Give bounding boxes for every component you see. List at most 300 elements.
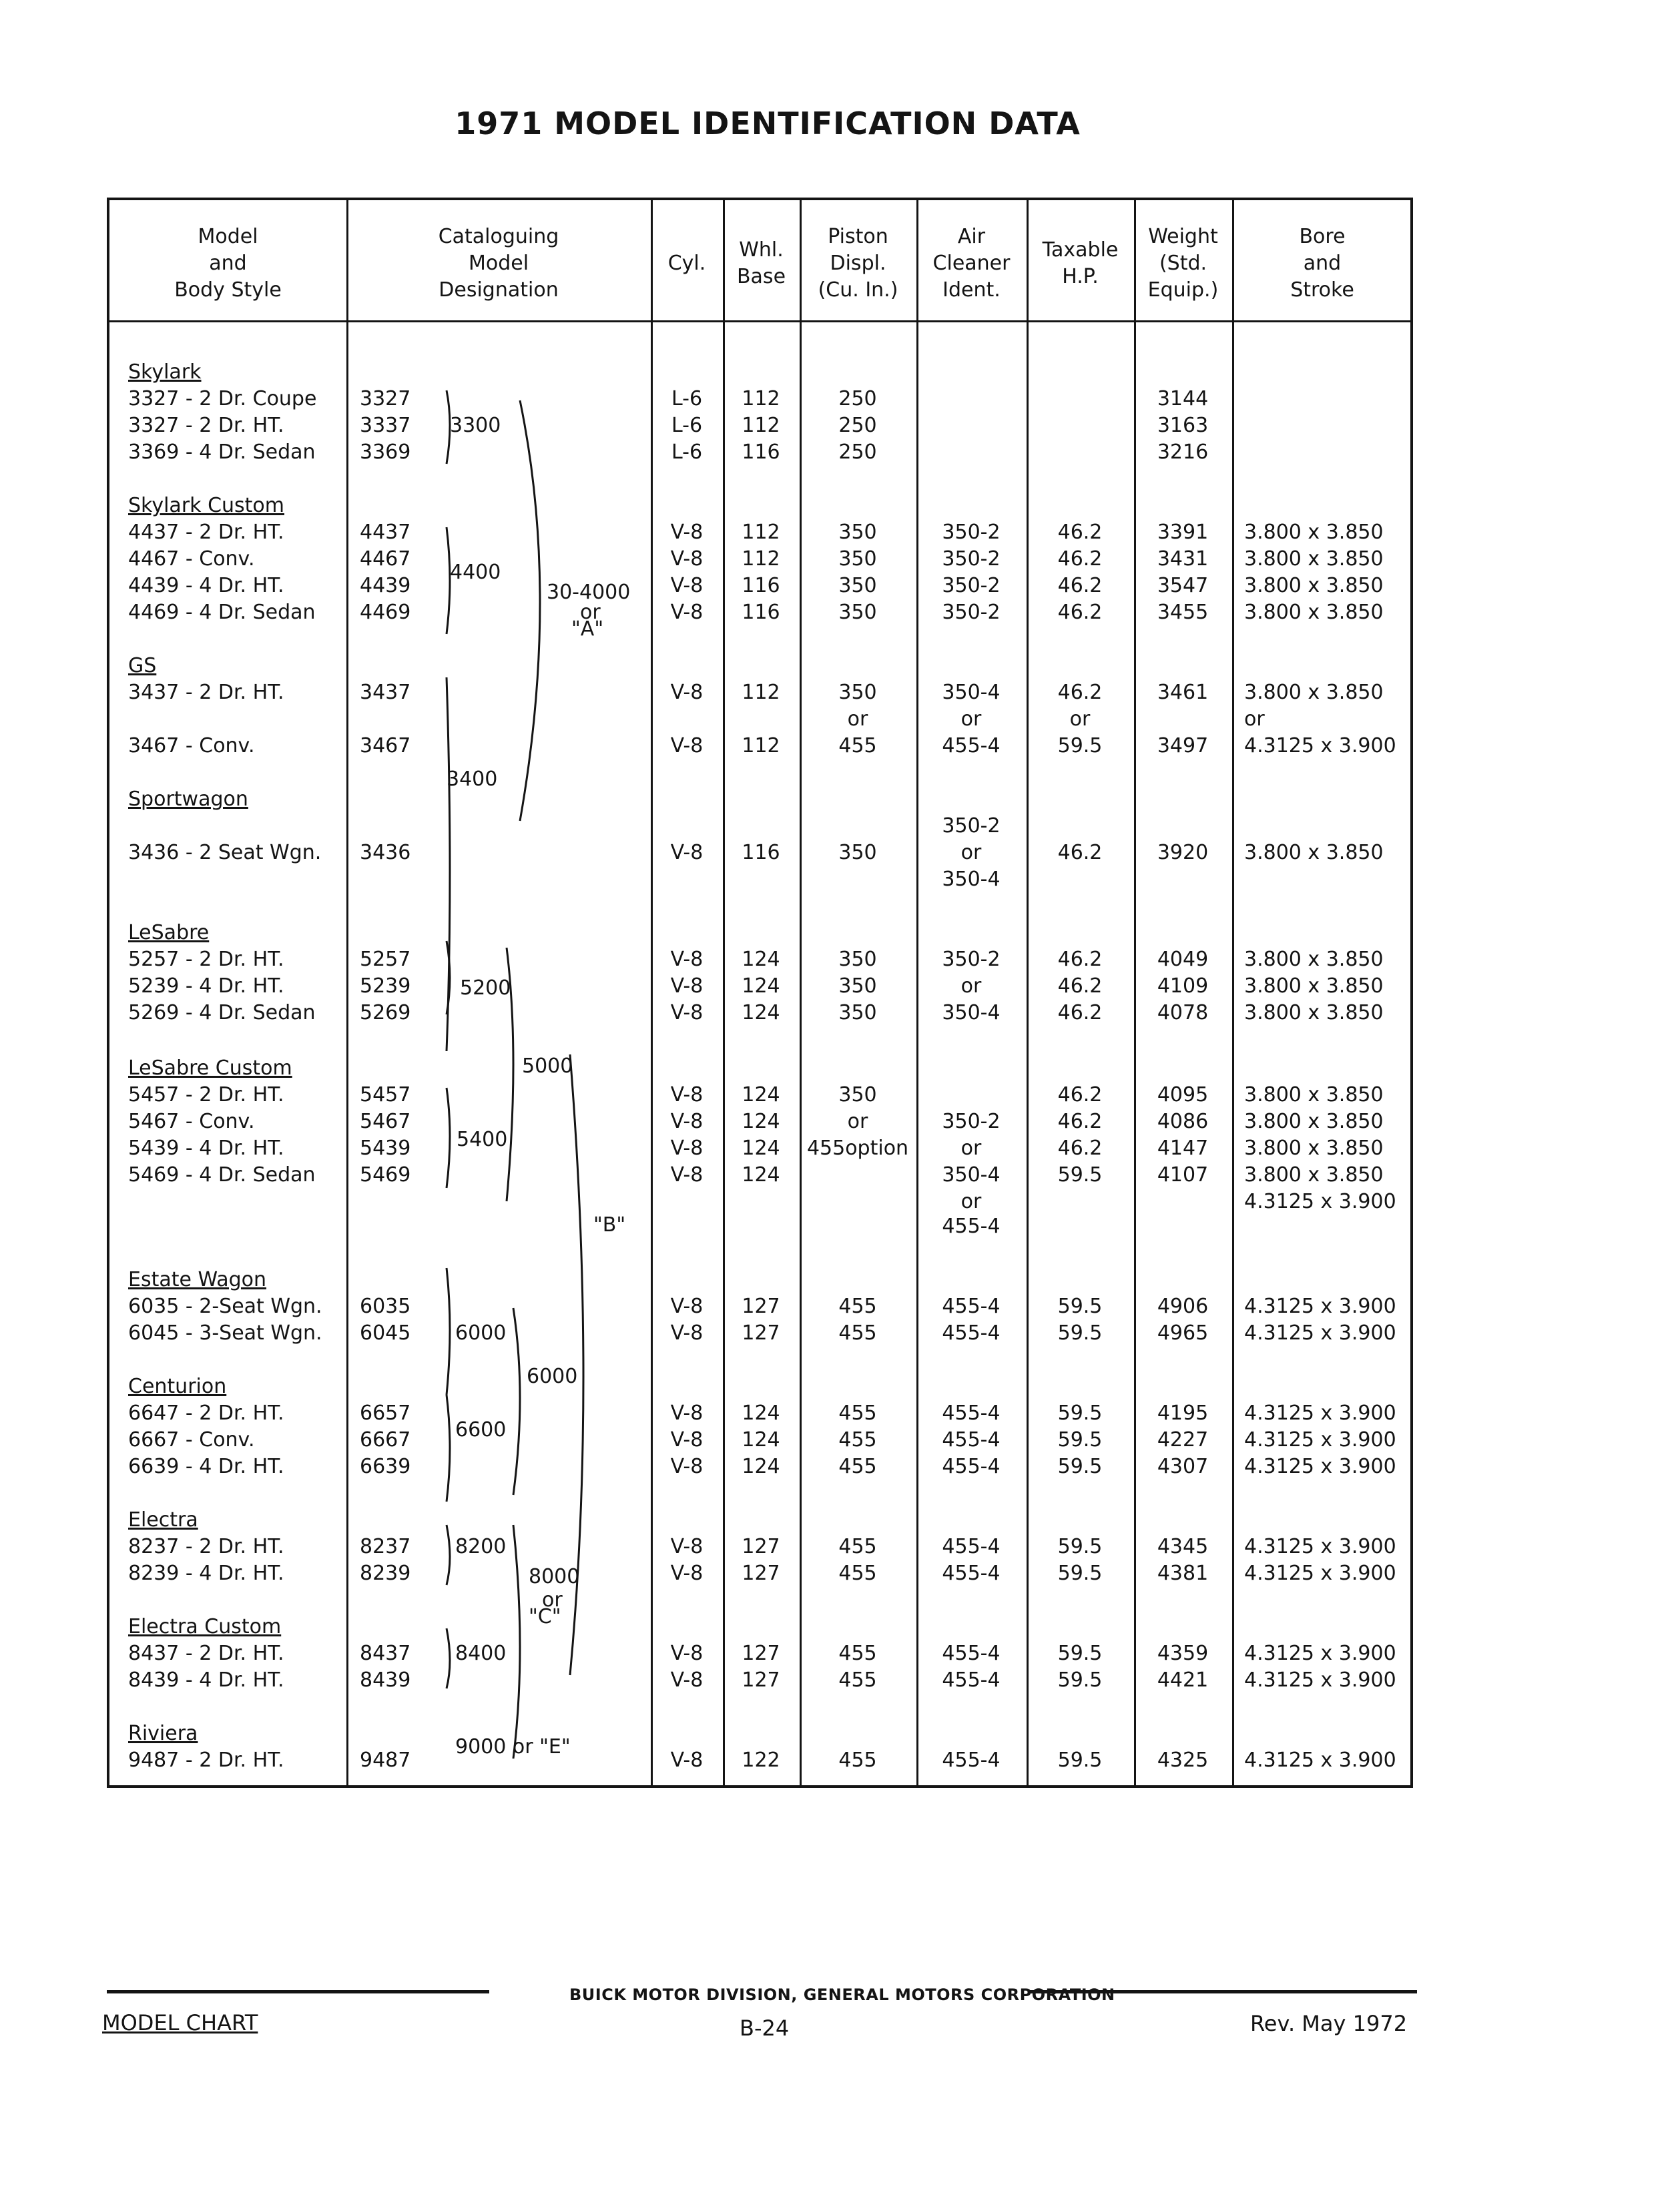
brace-6000-mid (513, 1308, 520, 1495)
cell-hp: 59.5 (1057, 734, 1103, 757)
cell-model: 6639 - 4 Dr. HT. (128, 1455, 284, 1478)
cell-bore: 3.800 x 3.850 (1244, 1001, 1384, 1024)
brace-4400 (447, 527, 450, 634)
cell-wb: 122 (742, 1749, 780, 1772)
cell-cat: 5239 (360, 974, 411, 998)
cell-wb: 124 (742, 1163, 780, 1187)
cell-displ: 250 (838, 387, 877, 410)
header-text: Air (957, 225, 986, 248)
cell-model: 5439 - 4 Dr. HT. (128, 1137, 284, 1160)
group-code: "C" (529, 1605, 561, 1628)
cell-displ: 350 (838, 974, 877, 998)
cell-air: 350-2 (942, 547, 1001, 571)
cell-wt: 4965 (1157, 1321, 1209, 1345)
cell-wt: 3144 (1157, 387, 1209, 410)
group-code: 5000 (522, 1054, 573, 1078)
cell-bore: 3.800 x 3.850 (1244, 1163, 1384, 1187)
cell-cyl: V-8 (670, 841, 704, 864)
cell-wt: 4906 (1157, 1295, 1209, 1318)
group-code: 6000 (455, 1321, 507, 1345)
group-code: 6000 (527, 1365, 578, 1388)
cell-wb: 112 (742, 681, 780, 704)
cell-cyl: V-8 (670, 521, 704, 544)
cell-cat: 5269 (360, 1001, 411, 1024)
cell-bore: 4.3125 x 3.900 (1244, 1562, 1396, 1585)
header-text: Cleaner (932, 252, 1011, 275)
cell-model: 3327 - 2 Dr. HT. (128, 414, 284, 437)
cell-wt: 4107 (1157, 1163, 1209, 1187)
brace-8000 (513, 1525, 520, 1759)
cell-cat: 8239 (360, 1562, 411, 1585)
cell-wb: 124 (742, 1110, 780, 1133)
cell-bore: 4.3125 x 3.900 (1244, 1668, 1396, 1692)
cell-displ: 250 (838, 440, 877, 464)
cell-wb: 112 (742, 521, 780, 544)
cell-hp: 46.2 (1057, 974, 1103, 998)
cell-model: 3369 - 4 Dr. Sedan (128, 440, 316, 464)
cell-air: 350-4 (942, 1001, 1001, 1024)
brace-8400 (447, 1628, 450, 1688)
cell-wt: 3497 (1157, 734, 1209, 757)
cell-displ: 350 (838, 601, 877, 624)
header-text: Equip.) (1147, 278, 1219, 302)
header-text: Ident. (942, 278, 1001, 302)
cell-wb: 127 (742, 1668, 780, 1692)
cell-hp: 46.2 (1057, 1110, 1103, 1133)
footer-page-number: B-24 (740, 2015, 790, 2041)
cell-model: 4467 - Conv. (128, 547, 255, 571)
group-heading: Skylark (128, 360, 202, 384)
brace-30-4000 (520, 400, 540, 821)
cell-displ: or (847, 707, 868, 731)
cell-air: 350-2 (942, 948, 1001, 971)
footer-model-chart: MODEL CHART (102, 2010, 258, 2035)
group-code: 3300 (450, 414, 501, 437)
cell-wb: 124 (742, 1401, 780, 1425)
group-code: "A" (571, 617, 604, 641)
cell-wb: 124 (742, 1428, 780, 1452)
cell-model: 4437 - 2 Dr. HT. (128, 521, 284, 544)
cell-wb: 112 (742, 547, 780, 571)
cell-air: 455-4 (942, 1562, 1001, 1585)
cell-cat: 4437 (360, 521, 411, 544)
cell-model: 3436 - 2 Seat Wgn. (128, 841, 322, 864)
cell-cat: 8439 (360, 1668, 411, 1692)
cell-cat: 6045 (360, 1321, 411, 1345)
footer-revision: Rev. May 1972 (1250, 2011, 1408, 2036)
cell-bore: 4.3125 x 3.900 (1244, 1642, 1396, 1665)
cell-cat: 3436 (360, 841, 411, 864)
cell-model: 5457 - 2 Dr. HT. (128, 1083, 284, 1107)
header-text: Cataloguing (438, 225, 559, 248)
cell-wt: 4078 (1157, 1001, 1209, 1024)
cell-wb: 116 (742, 440, 780, 464)
cell-hp: 46.2 (1057, 574, 1103, 597)
cell-wt: 4421 (1157, 1668, 1209, 1692)
cell-bore: 3.800 x 3.850 (1244, 601, 1384, 624)
cell-bore: or (1244, 707, 1265, 731)
cell-wt: 4147 (1157, 1137, 1209, 1160)
cell-displ: 455 (838, 734, 877, 757)
cell-bore: 3.800 x 3.850 (1244, 547, 1384, 571)
cell-cyl: V-8 (670, 1455, 704, 1478)
cell-wt: 4195 (1157, 1401, 1209, 1425)
group-heading: Electra Custom (128, 1615, 282, 1638)
cell-cat: 4467 (360, 547, 411, 571)
cell-displ: 455 (838, 1321, 877, 1345)
group-code: 8200 (455, 1535, 507, 1558)
cell-bore: 4.3125 x 3.900 (1244, 1295, 1396, 1318)
cell-hp: 59.5 (1057, 1749, 1103, 1772)
cell-bore: 4.3125 x 3.900 (1244, 1321, 1396, 1345)
group-heading: Sportwagon (128, 788, 248, 811)
cell-model: 5257 - 2 Dr. HT. (128, 948, 284, 971)
cell-air: 350-2 (942, 814, 1001, 838)
cell-cat: 4439 (360, 574, 411, 597)
cell-model: 8439 - 4 Dr. HT. (128, 1668, 284, 1692)
cell-cyl: V-8 (670, 547, 704, 571)
cell-cyl: V-8 (670, 601, 704, 624)
cell-hp: 46.2 (1057, 601, 1103, 624)
cell-displ: or (847, 1110, 868, 1133)
cell-air: 350-4 (942, 1163, 1001, 1187)
cell-bore: 3.800 x 3.850 (1244, 974, 1384, 998)
cell-cyl: L-6 (671, 440, 703, 464)
cell-cyl: V-8 (670, 734, 704, 757)
header-text: and (1303, 252, 1342, 275)
cell-wb: 112 (742, 734, 780, 757)
cell-cyl: L-6 (671, 414, 703, 437)
cell-model: 4469 - 4 Dr. Sedan (128, 601, 316, 624)
cell-displ: 350 (838, 1001, 877, 1024)
cell-model: 3327 - 2 Dr. Coupe (128, 387, 317, 410)
brace-5400 (447, 1088, 450, 1188)
cell-cyl: V-8 (670, 1535, 704, 1558)
cell-cat: 6667 (360, 1428, 411, 1452)
cell-model: 8437 - 2 Dr. HT. (128, 1642, 284, 1665)
cell-displ: 455 (838, 1428, 877, 1452)
cell-bore: 3.800 x 3.850 (1244, 521, 1384, 544)
cell-wb: 116 (742, 601, 780, 624)
cell-displ: 455 (838, 1295, 877, 1318)
cell-hp: 46.2 (1057, 1083, 1103, 1107)
cell-displ: 455 (838, 1749, 877, 1772)
cell-displ: 455 (838, 1642, 877, 1665)
cell-model: 8237 - 2 Dr. HT. (128, 1535, 284, 1558)
cell-cat: 5469 (360, 1163, 411, 1187)
cell-cyl: V-8 (670, 1401, 704, 1425)
cell-displ: 350 (838, 521, 877, 544)
cell-model: 5269 - 4 Dr. Sedan (128, 1001, 316, 1024)
cell-cyl: V-8 (670, 574, 704, 597)
cell-bore: 4.3125 x 3.900 (1244, 1749, 1396, 1772)
cell-cyl: V-8 (670, 1001, 704, 1024)
cell-air: 350-4 (942, 868, 1001, 891)
cell-hp: 59.5 (1057, 1401, 1103, 1425)
header-text: Bore (1299, 225, 1346, 248)
cell-wt: 4049 (1157, 948, 1209, 971)
cell-cyl: V-8 (670, 1137, 704, 1160)
cell-hp: 46.2 (1057, 547, 1103, 571)
cell-wt: 3391 (1157, 521, 1209, 544)
page-title: 1971 MODEL IDENTIFICATION DATA (455, 105, 1081, 141)
header-text: Cyl. (667, 252, 706, 275)
group-code: or (542, 1588, 563, 1612)
cell-displ: 455option (806, 1137, 909, 1160)
group-heading: Centurion (128, 1375, 227, 1398)
group-code: 3400 (447, 767, 498, 791)
group-heading: LeSabre (128, 921, 210, 944)
cell-cyl: V-8 (670, 1668, 704, 1692)
cell-wt: 3431 (1157, 547, 1209, 571)
cell-cyl: V-8 (670, 1428, 704, 1452)
cell-wb: 124 (742, 1083, 780, 1107)
cell-cat: 5467 (360, 1110, 411, 1133)
header-text: (Std. (1159, 252, 1207, 275)
cell-model: 8239 - 4 Dr. HT. (128, 1562, 284, 1585)
cell-bore: 4.3125 x 3.900 (1244, 1428, 1396, 1452)
brace-8200 (447, 1525, 450, 1585)
cell-wt: 4086 (1157, 1110, 1209, 1133)
cell-bore: 3.800 x 3.850 (1244, 574, 1384, 597)
cell-air: 455-4 (942, 1455, 1001, 1478)
cell-wt: 4227 (1157, 1428, 1209, 1452)
cell-bore: 4.3125 x 3.900 (1244, 1190, 1396, 1213)
cell-wb: 127 (742, 1295, 780, 1318)
cell-displ: 455 (838, 1401, 877, 1425)
cell-model: 3437 - 2 Dr. HT. (128, 681, 284, 704)
cell-cyl: V-8 (670, 1083, 704, 1107)
cell-wt: 4359 (1157, 1642, 1209, 1665)
cell-model: 5467 - Conv. (128, 1110, 255, 1133)
cell-air: 455-4 (942, 1428, 1001, 1452)
cell-model: 5239 - 4 Dr. HT. (128, 974, 284, 998)
cell-cyl: V-8 (670, 948, 704, 971)
cell-air: 455-4 (942, 1535, 1001, 1558)
group-code: "B" (593, 1213, 626, 1237)
cell-hp: 46.2 (1057, 1001, 1103, 1024)
header-text: (Cu. In.) (818, 278, 898, 302)
cell-hp: 59.5 (1057, 1295, 1103, 1318)
cell-cyl: V-8 (670, 1295, 704, 1318)
group-heading: LeSabre Custom (128, 1056, 292, 1080)
cell-hp: 59.5 (1057, 1428, 1103, 1452)
header-text: Weight (1148, 225, 1218, 248)
header-text: Model (198, 225, 258, 248)
cell-bore: 3.800 x 3.850 (1244, 681, 1384, 704)
group-heading: Riviera (128, 1722, 198, 1745)
cell-displ: 350 (838, 948, 877, 971)
cell-air: 455-4 (942, 1642, 1001, 1665)
cell-cyl: V-8 (670, 681, 704, 704)
header-text: Designation (439, 278, 559, 302)
cell-wb: 112 (742, 414, 780, 437)
cell-air: 455-4 (942, 1668, 1001, 1692)
cell-hp: 46.2 (1057, 948, 1103, 971)
cell-displ: 455 (838, 1562, 877, 1585)
brace-6000 (447, 1268, 450, 1395)
cell-wt: 3216 (1157, 440, 1209, 464)
header-text: Model (468, 252, 529, 275)
cell-cat: 8237 (360, 1535, 411, 1558)
cell-cat: 8437 (360, 1642, 411, 1665)
cell-bore: 4.3125 x 3.900 (1244, 1535, 1396, 1558)
cell-cat: 9487 (360, 1749, 411, 1772)
cell-air: 455-4 (942, 1749, 1001, 1772)
cell-hp: 59.5 (1057, 1562, 1103, 1585)
header-text: H.P. (1062, 265, 1099, 288)
cell-air: 455-4 (942, 734, 1001, 757)
cell-air: 350-2 (942, 521, 1001, 544)
cell-bore: 3.800 x 3.850 (1244, 1110, 1384, 1133)
cell-cat: 3337 (360, 414, 411, 437)
group-code: or (580, 601, 601, 624)
cell-air: 350-4 (942, 681, 1001, 704)
group-code: 9000 or "E" (455, 1735, 571, 1759)
grouping-braces (109, 200, 1411, 1787)
cell-air: 350-2 (942, 601, 1001, 624)
cell-model: 3467 - Conv. (128, 734, 255, 757)
cell-bore: 3.800 x 3.850 (1244, 948, 1384, 971)
cell-model: 6045 - 3-Seat Wgn. (128, 1321, 322, 1345)
cell-wt: 4109 (1157, 974, 1209, 998)
cell-hp: 46.2 (1057, 681, 1103, 704)
cell-cat: 5257 (360, 948, 411, 971)
cell-wt: 4345 (1157, 1535, 1209, 1558)
cell-cyl: L-6 (671, 387, 703, 410)
cell-hp: 59.5 (1057, 1642, 1103, 1665)
group-code: 8000 (529, 1565, 580, 1588)
group-code: 30-4000 (547, 581, 631, 604)
header-text: and (209, 252, 247, 275)
group-code: 5400 (457, 1128, 508, 1151)
group-code: 6600 (455, 1418, 507, 1442)
cell-bore: 3.800 x 3.850 (1244, 841, 1384, 864)
cell-cat: 6639 (360, 1455, 411, 1478)
cell-model: 6647 - 2 Dr. HT. (128, 1401, 284, 1425)
cell-bore: 3.800 x 3.850 (1244, 1083, 1384, 1107)
cell-cyl: V-8 (670, 1562, 704, 1585)
cell-model: 4439 - 4 Dr. HT. (128, 574, 284, 597)
cell-air: 455-4 (942, 1401, 1001, 1425)
group-heading: Electra (128, 1508, 198, 1532)
cell-air: or (960, 974, 982, 998)
cell-cat: 3467 (360, 734, 411, 757)
cell-wt: 4325 (1157, 1749, 1209, 1772)
group-code: 8400 (455, 1642, 507, 1665)
cell-displ: 455 (838, 1455, 877, 1478)
brace-5000-upper (507, 948, 513, 1201)
cell-wt: 3920 (1157, 841, 1209, 864)
cell-wb: 124 (742, 1455, 780, 1478)
cell-air: or (960, 841, 982, 864)
cell-air: or (960, 1137, 982, 1160)
footer-rule-left (107, 1990, 489, 1993)
group-heading: Estate Wagon (128, 1268, 267, 1291)
cell-cat: 6657 (360, 1401, 411, 1425)
cell-wt: 3163 (1157, 414, 1209, 437)
cell-hp: 59.5 (1057, 1455, 1103, 1478)
cell-wb: 124 (742, 1137, 780, 1160)
header-text: Piston (828, 225, 888, 248)
cell-air: or (960, 1190, 982, 1213)
cell-wb: 127 (742, 1321, 780, 1345)
cell-displ: 350 (838, 574, 877, 597)
cell-hp: 59.5 (1057, 1321, 1103, 1345)
cell-cyl: V-8 (670, 974, 704, 998)
cell-cat: 5439 (360, 1137, 411, 1160)
group-code: 4400 (450, 561, 501, 584)
cell-wb: 116 (742, 574, 780, 597)
group-code: 5200 (460, 976, 511, 1000)
cell-hp: 46.2 (1057, 841, 1103, 864)
cell-wb: 127 (742, 1535, 780, 1558)
cell-air: 455-4 (942, 1321, 1001, 1345)
cell-wt: 3547 (1157, 574, 1209, 597)
footer-corporation: BUICK MOTOR DIVISION, GENERAL MOTORS CORPORATION (569, 1985, 1115, 2004)
cell-air: or (960, 707, 982, 731)
cell-cat: 5457 (360, 1083, 411, 1107)
cell-bore: 4.3125 x 3.900 (1244, 734, 1396, 757)
cell-displ: 350 (838, 681, 877, 704)
group-heading: GS (128, 654, 157, 677)
cell-cyl: V-8 (670, 1642, 704, 1665)
cell-air: 350-2 (942, 574, 1001, 597)
cell-air: 350-2 (942, 1110, 1001, 1133)
cell-displ: 455 (838, 1668, 877, 1692)
cell-air: 455-4 (942, 1215, 1001, 1238)
brace-6600 (447, 1395, 450, 1502)
cell-bore: 4.3125 x 3.900 (1244, 1401, 1396, 1425)
cell-model: 9487 - 2 Dr. HT. (128, 1749, 284, 1772)
cell-cat: 3327 (360, 387, 411, 410)
cell-displ: 350 (838, 1083, 877, 1107)
cell-model: 6035 - 2-Seat Wgn. (128, 1295, 322, 1318)
cell-wt: 3455 (1157, 601, 1209, 624)
cell-displ: 350 (838, 547, 877, 571)
header-text: Whl. (739, 238, 784, 262)
header-text: Stroke (1290, 278, 1354, 302)
brace-b (570, 1054, 583, 1675)
header-text: Body Style (174, 278, 282, 302)
cell-displ: 455 (838, 1535, 877, 1558)
cell-hp: 46.2 (1057, 521, 1103, 544)
cell-hp: 46.2 (1057, 1137, 1103, 1160)
cell-wt: 4095 (1157, 1083, 1209, 1107)
cell-cat: 4469 (360, 601, 411, 624)
cell-wb: 124 (742, 948, 780, 971)
cell-model: 5469 - 4 Dr. Sedan (128, 1163, 316, 1187)
cell-cat: 3437 (360, 681, 411, 704)
cell-wt: 4381 (1157, 1562, 1209, 1585)
cell-cat: 3369 (360, 440, 411, 464)
cell-bore: 3.800 x 3.850 (1244, 1137, 1384, 1160)
cell-hp: 59.5 (1057, 1535, 1103, 1558)
cell-wt: 4307 (1157, 1455, 1209, 1478)
cell-displ: 250 (838, 414, 877, 437)
cell-hp: or (1069, 707, 1091, 731)
cell-cyl: V-8 (670, 1163, 704, 1187)
header-text: Base (736, 265, 786, 288)
header-text: Displ. (830, 252, 886, 275)
cell-wb: 127 (742, 1562, 780, 1585)
brace-3300 (447, 390, 450, 464)
cell-cyl: V-8 (670, 1321, 704, 1345)
cell-wb: 116 (742, 841, 780, 864)
cell-hp: 59.5 (1057, 1668, 1103, 1692)
cell-wb: 124 (742, 1001, 780, 1024)
cell-cyl: V-8 (670, 1110, 704, 1133)
